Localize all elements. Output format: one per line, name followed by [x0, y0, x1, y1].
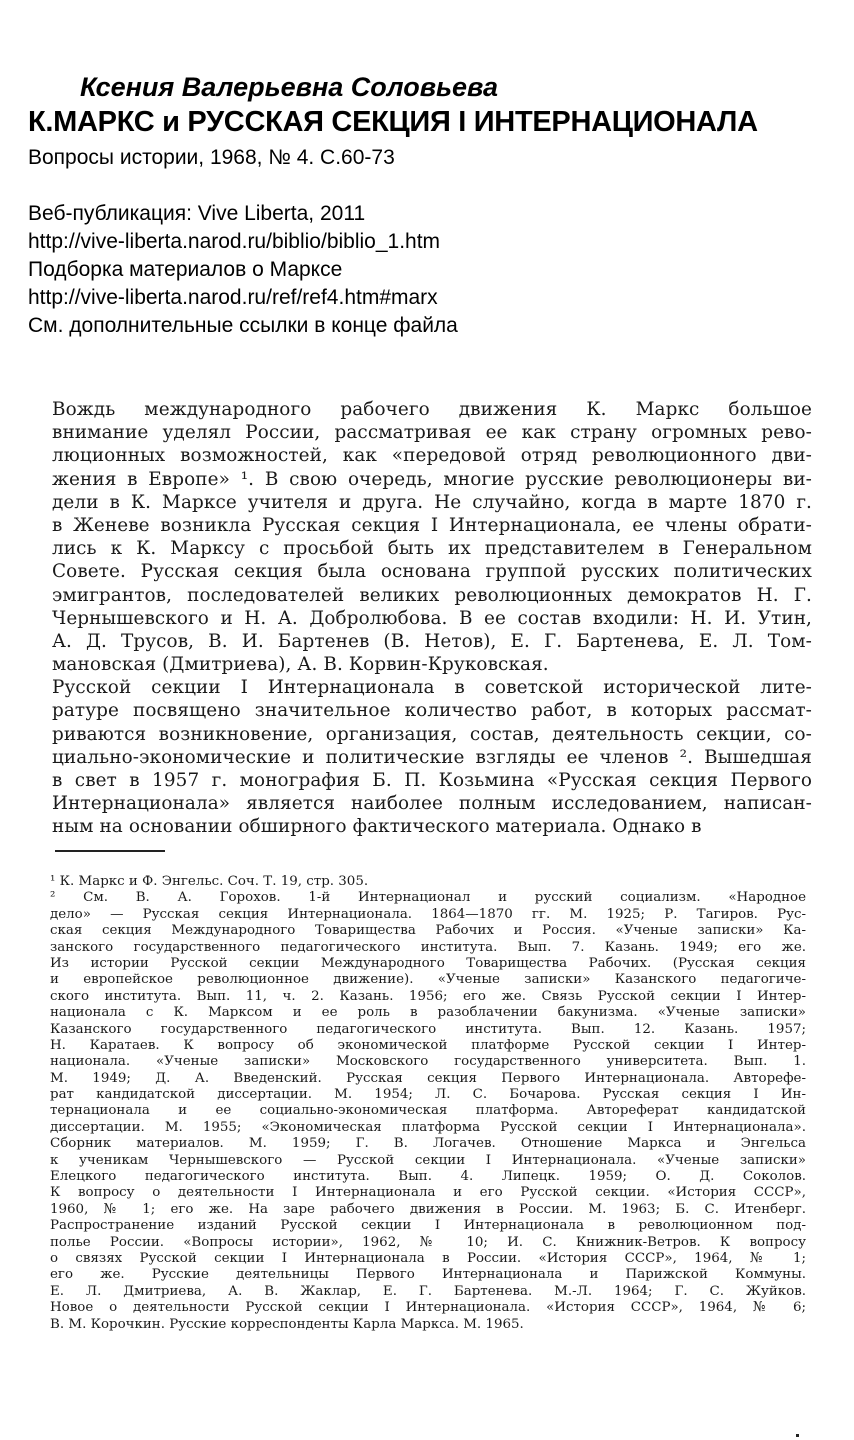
collection-title: Подборка материалов о Марксе — [28, 258, 343, 281]
source-citation: Вопросы истории, 1968, № 4. С.60-73 — [28, 146, 395, 169]
footnote-line: Н. Каратаев. К вопросу об экономической платформе Русской секции I Интер- — [50, 1037, 806, 1053]
footnote-line: дело» — Русская секция Интернационала. 1864—1870 гг. М. 1925; Р. Тагиров. Рус- — [50, 906, 806, 922]
footnote-line: занского государственного педагогического института. Вып. 7. Казань. 1949; его же. — [50, 939, 806, 955]
body-text-line: Вождь международного рабочего движения К. Маркс большое — [52, 399, 812, 420]
footnote-line: ² См. В. А. Горохов. 1-й Интернационал и русский социализм. «Народное — [50, 890, 806, 906]
footnote-line: Распространение изданий Русской секции I Интернационала в революционном под- — [50, 1218, 806, 1234]
collection-url: http://vive-liberta.narod.ru/ref/ref4.htm#marx — [28, 286, 438, 309]
footnote-line: М. 1949; Д. А. Введенский. Русская секция Первого Интернационала. Авторефе- — [50, 1070, 806, 1086]
body-text-line: ным на основании обширного фактического материала. Однако в — [52, 816, 702, 838]
web-publication: Веб-публикация: Vive Liberta, 2011 — [28, 202, 366, 225]
body-text-line: Интернационала» является наиболее полным исследованием, написан- — [52, 793, 812, 815]
footnote-separator — [55, 850, 165, 852]
body-text-line: А. Д. Трусов, В. И. Бартенев (В. Нетов), Е. Г. Бартенева, Е. Л. Том- — [52, 630, 812, 652]
web-publication-url: http://vive-liberta.narod.ru/biblio/biblio_1.htm — [28, 230, 441, 253]
body-text-line: мановская (Дмитриева), А. В. Корвин-Круковская. — [52, 654, 549, 676]
body-text-line: дели в К. Марксе учителя и друга. Не случайно, когда в марте 1870 г. — [52, 491, 812, 513]
body-text-line: Русской секции I Интернационала в советской исторической лите- — [52, 677, 812, 699]
body-text-line: Чернышевского и Н. А. Добролюбова. В ее состав входили: Н. И. Утин, — [52, 607, 812, 629]
footnote-line: полье России. «Вопросы истории», 1962, № 10; И. С. Книжник-Ветров. К вопросу — [50, 1234, 806, 1250]
footnote-line: к ученикам Чернышевского — Русской секции I Интернационала. «Ученые записки» — [50, 1152, 806, 1168]
see-also-note: См. дополнительные ссылки в конце файла — [28, 314, 458, 337]
footnote-line: 1960, № 1; его же. На заре рабочего движения в России. М. 1963; Б. С. Итенберг. — [50, 1201, 806, 1217]
footnote-line: и европейское революционное движение). «Ученые записки» Казанского педагогиче- — [50, 972, 806, 988]
footnote-line: Елецкого педагогического института. Вып. 4. Липецк. 1959; О. Д. Соколов. — [50, 1169, 806, 1185]
scan-speck — [796, 1434, 799, 1437]
footnote-line: Казанского государственного педагогического института. Вып. 12. Казань. 1957; — [50, 1021, 806, 1037]
body-text-line: внимание уделял России, рассматривая ее как страну огромных рево- — [52, 422, 812, 444]
footnote-line: диссертации. М. 1955; «Экономическая платформа Русской секции I Интернационала». — [50, 1119, 806, 1135]
footnote-line: Е. Л. Дмитриева, А. В. Жаклар, Е. Г. Бартенева. М.-Л. 1964; Г. С. Жуйков. — [50, 1283, 806, 1299]
footnote-line: К вопросу о деятельности I Интернационала и его Русской секции. «История СССР», — [50, 1185, 806, 1201]
scanned-body-text — [52, 398, 854, 839]
body-text-line: риваются возникновение, организация, состав, деятельность секции, со- — [52, 723, 812, 745]
footnote-line: его же. Русские деятельницы Первого Интернационала и Парижской Коммуны. — [50, 1267, 806, 1283]
footnote-line: Из истории Русской секции Международного Товарищества Рабочих. (Русская секция — [50, 955, 806, 971]
footnote-line: тернационала и ее социально-экономическая платформа. Автореферат кандидатской — [50, 1103, 806, 1119]
body-text-line: Совете. Русская секция была основана группой русских политических — [52, 561, 812, 583]
body-text-line: жения в Европе» ¹. В свою очередь, многие русские революционеры ви- — [52, 468, 812, 490]
footnote-line: рат кандидатской диссертации. М. 1954; Л. С. Бочарова. Русская секция I Ин- — [50, 1087, 806, 1103]
footnote-line: В. М. Корочкин. Русские корреспонденты Карла Маркса. М. 1965. — [50, 1316, 524, 1332]
body-text-line: эмигрантов, последователей великих революционных демократов Н. Г. — [52, 584, 812, 606]
footnote-line: Новое о деятельности Русской секции I Интернационала. «История СССР», 1964, № 6; — [50, 1300, 806, 1316]
article-title: К.МАРКС и РУССКАЯ СЕКЦИЯ I ИНТЕРНАЦИОНАЛА — [28, 106, 758, 138]
author-name: Ксения Валерьевна Соловьева — [80, 72, 499, 102]
footnote-line: ского института. Вып. 11, ч. 2. Казань. 1956; его же. Связь Русской секции I Интер- — [50, 988, 806, 1004]
scanned-footnotes — [50, 874, 854, 1333]
body-text-line: циально-экономические и политические взгляды ее членов ². Вышедшая — [52, 746, 812, 768]
footnote-line: ская секция Международного Товарищества Рабочих и Россия. «Ученые записки» Ка- — [50, 923, 806, 939]
footnote-line: Сборник материалов. М. 1959; Г. В. Логачев. Отношение Маркса и Энгельса — [50, 1136, 806, 1152]
body-text-line: люционных возможностей, как «передовой отряд революционного дви- — [52, 445, 812, 467]
body-text-line: ратуре посвящено значительное количество работ, в которых рассмат- — [52, 700, 812, 722]
footnote-line: о связях Русской секции I Интернационала в России. «История СССР», 1964, № 1; — [50, 1250, 806, 1266]
body-text-line: в Женеве возникла Русская секция I Интернационала, ее члены обрати- — [52, 514, 812, 536]
footnote-line: национала с К. Марксом и ее роль в разоблачении бакунизма. «Ученые записки» — [50, 1005, 806, 1021]
body-text-line: в свет в 1957 г. монография Б. П. Козьмина «Русская секция Первого — [52, 770, 812, 791]
footnote-line: ¹ К. Маркс и Ф. Энгельс. Соч. Т. 19, стр. 305. — [50, 874, 369, 889]
body-text-line: лись к К. Марксу с просьбой быть их представителем в Генеральном — [52, 538, 812, 560]
footnote-line: национала. «Ученые записки» Московского государственного университета. Вып. 1. — [50, 1054, 806, 1070]
